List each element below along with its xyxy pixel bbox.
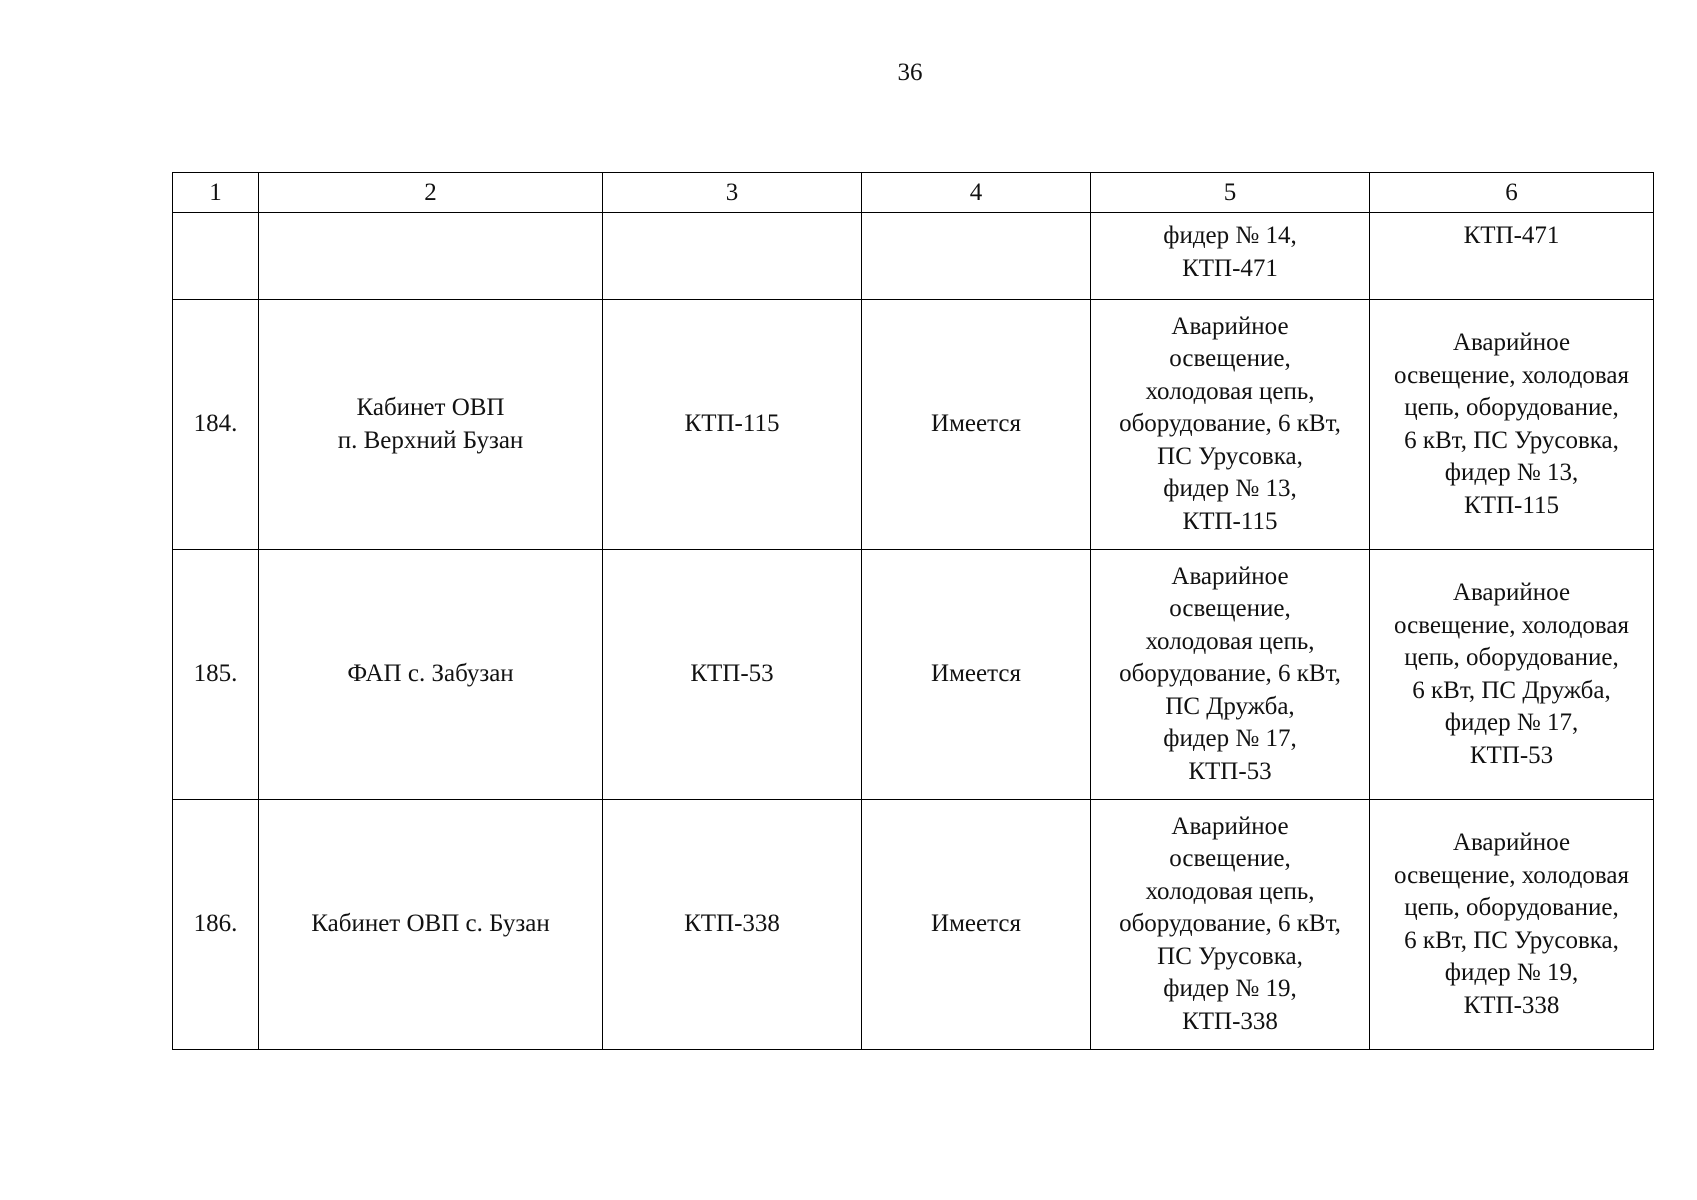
- cell-name: Кабинет ОВП с. Бузан: [259, 800, 603, 1050]
- header-col-2: 2: [259, 173, 603, 213]
- header-col-3: 3: [603, 173, 862, 213]
- cell-num: 186.: [173, 800, 259, 1050]
- header-col-6: 6: [1370, 173, 1654, 213]
- cell-name: [259, 213, 603, 300]
- table-header-row: [173, 173, 1654, 213]
- page-number: 36: [897, 59, 923, 86]
- cell-col5: Аварийное освещение, холодовая цепь, оборудование, 6 кВт, ПС Урусовка, фидер № 19, КТП-338: [1091, 800, 1370, 1050]
- header-col-5: 5: [1091, 173, 1370, 213]
- cell-num: 185.: [173, 550, 259, 800]
- cell-col5: Аварийное освещение, холодовая цепь, оборудование, 6 кВт, ПС Дружба, фидер № 17, КТП-53: [1091, 550, 1370, 800]
- cell-availability: Имеется: [862, 800, 1091, 1050]
- table-row: [173, 800, 1654, 1050]
- cell-col5: Аварийное освещение, холодовая цепь, оборудование, 6 кВт, ПС Урусовка, фидер № 13, КТП-115: [1091, 300, 1370, 550]
- cell-substation: КТП-53: [603, 550, 862, 800]
- cell-substation: [603, 213, 862, 300]
- cell-name: ФАП с. Забузан: [259, 550, 603, 800]
- table-row: [173, 300, 1654, 550]
- header-col-1: 1: [173, 173, 259, 213]
- cell-col6: Аварийное освещение, холодовая цепь, оборудование, 6 кВт, ПС Урусовка, фидер № 13, КТП-115: [1370, 300, 1654, 550]
- cell-substation: КТП-115: [603, 300, 862, 550]
- cell-availability: Имеется: [862, 300, 1091, 550]
- table-row: [173, 550, 1654, 800]
- cell-availability: [862, 213, 1091, 300]
- header-col-4: 4: [862, 173, 1091, 213]
- cell-col6: КТП-471: [1370, 213, 1654, 300]
- cell-name: Кабинет ОВП п. Верхний Бузан: [259, 300, 603, 550]
- table-row-continuation: [173, 213, 1654, 300]
- cell-num: [173, 213, 259, 300]
- equipment-table: [172, 172, 1654, 1050]
- cell-col6: Аварийное освещение, холодовая цепь, оборудование, 6 кВт, ПС Урусовка, фидер № 19, КТП-338: [1370, 800, 1654, 1050]
- cell-col6: Аварийное освещение, холодовая цепь, оборудование, 6 кВт, ПС Дружба, фидер № 17, КТП-53: [1370, 550, 1654, 800]
- cell-availability: Имеется: [862, 550, 1091, 800]
- cell-col5: фидер № 14, КТП-471: [1091, 213, 1370, 300]
- cell-num: 184.: [173, 300, 259, 550]
- cell-substation: КТП-338: [603, 800, 862, 1050]
